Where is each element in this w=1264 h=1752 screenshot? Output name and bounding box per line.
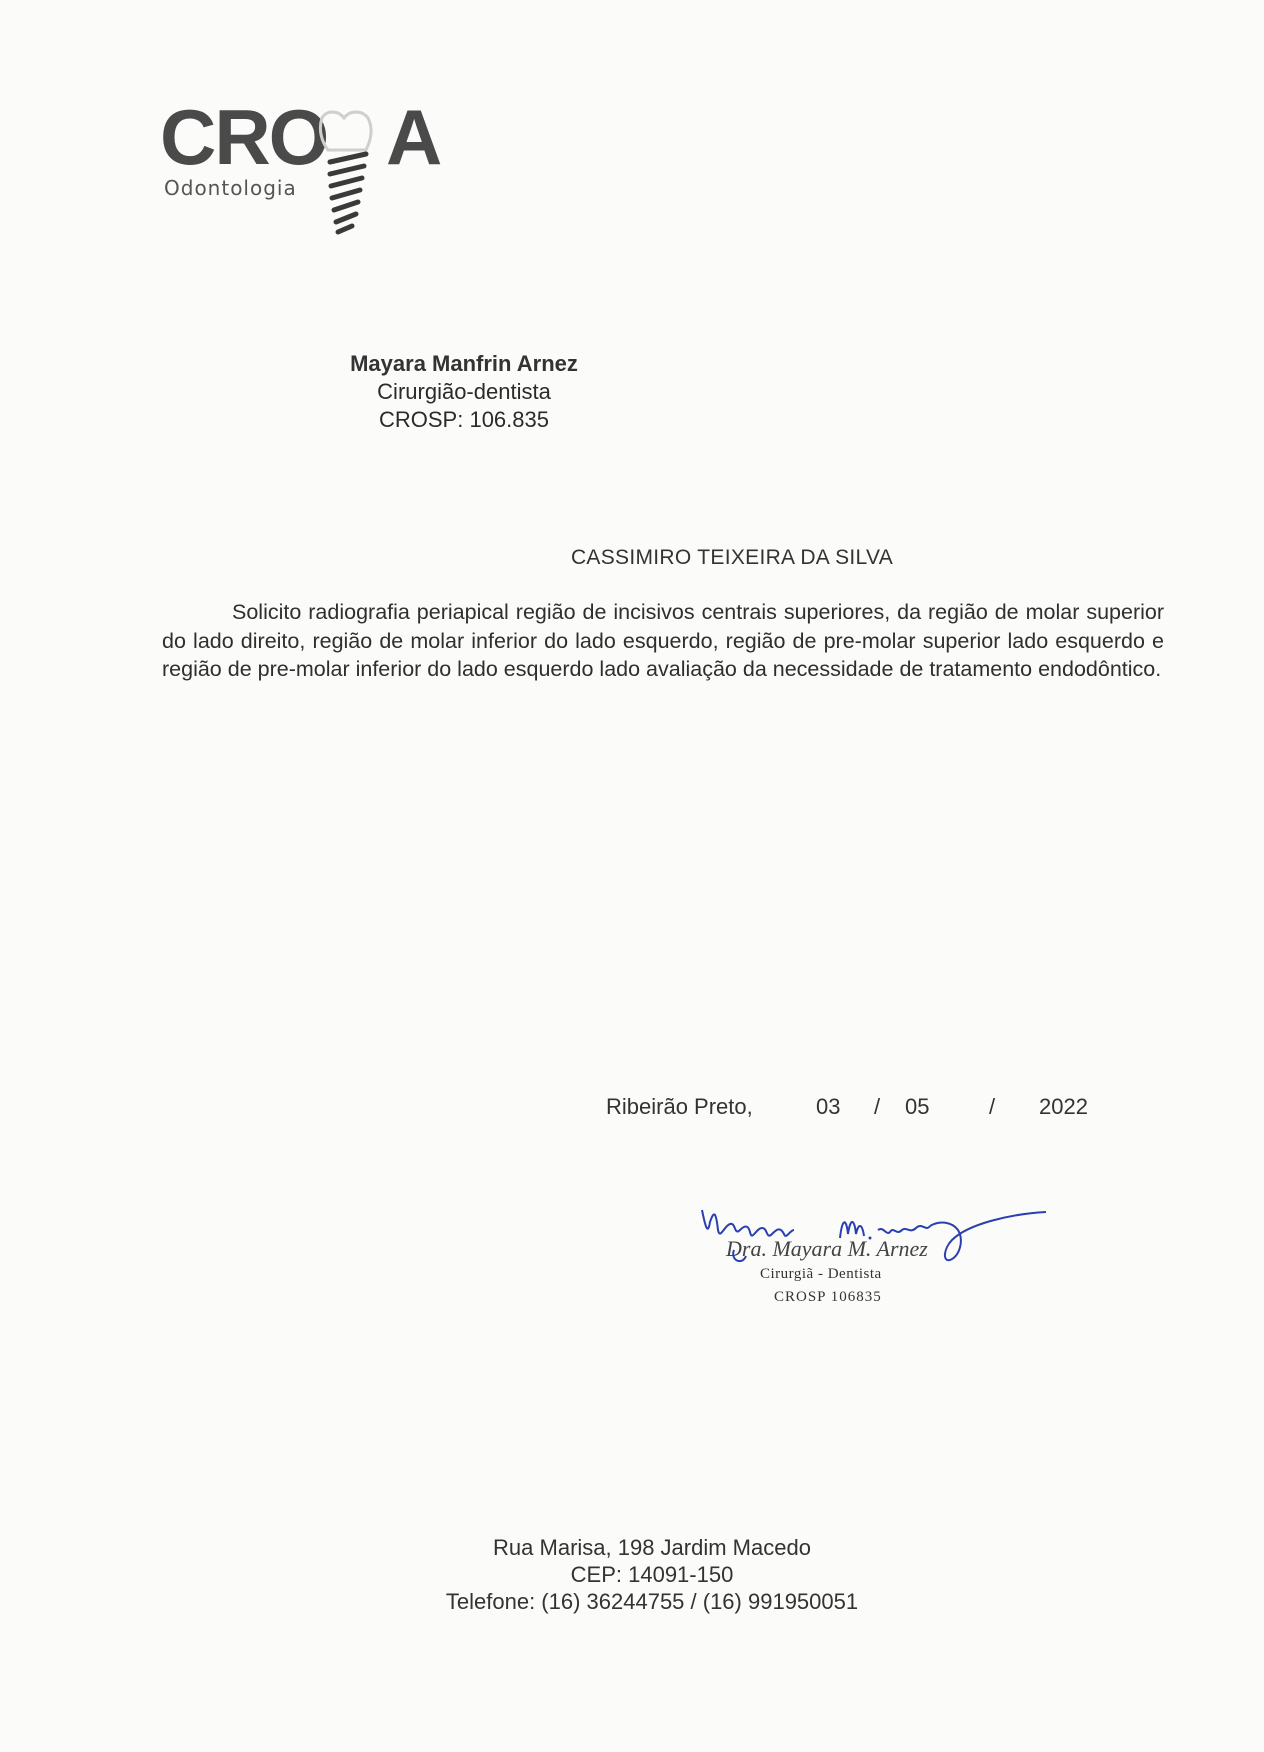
patient-name: CASSIMIRO TEIXEIRA DA SILVA <box>570 546 894 569</box>
stamp-registration: CROSP 106835 <box>774 1289 882 1305</box>
dentist-title: Cirurgião-dentista <box>377 379 551 404</box>
date-separator: / <box>989 1094 996 1119</box>
place-city: Ribeirão Preto, <box>606 1094 753 1119</box>
date-month: 05 <box>905 1094 930 1119</box>
footer-address: Rua Marisa, 198 Jardim Macedo <box>493 1535 811 1560</box>
logo-brand-left: CRO <box>160 93 328 181</box>
date-year: 2022 <box>1039 1094 1088 1119</box>
dentist-name: Mayara Manfrin Arnez <box>350 351 578 376</box>
logo-subtitle: Odontologia <box>164 176 297 200</box>
date-separator: / <box>874 1094 881 1119</box>
dentist-registration: CROSP: 106.835 <box>379 407 549 432</box>
logo-brand <box>160 93 441 181</box>
patient-name-row <box>0 546 1264 570</box>
signature-block <box>690 1200 1070 1310</box>
stamp-role: Cirurgiã - Dentista <box>760 1266 882 1282</box>
stamp-name: Dra. Mayara M. Arnez <box>726 1236 928 1261</box>
dentist-header <box>0 350 1264 434</box>
footer-phone: Telefone: (16) 36244755 / (16) 991950051 <box>445 1589 859 1614</box>
request-text: Solicito radiografia periapical região de incisivos centrais superiores, da região de molar superior do lado direito, região de molar inferior do lado esquerdo, região de pre-molar superior lado esquerdo e região de pre-molar inferior do lado esquerdo lado avaliação da necessidade de tratamento endodôntico. <box>162 600 1164 681</box>
logo-brand-right: A <box>386 93 441 181</box>
footer-cep: CEP: 14091-150 <box>570 1562 734 1587</box>
date-day: 03 <box>816 1094 841 1119</box>
dental-implant-icon <box>308 108 388 248</box>
clinic-footer <box>0 1534 1264 1615</box>
clinic-logo <box>160 93 460 248</box>
